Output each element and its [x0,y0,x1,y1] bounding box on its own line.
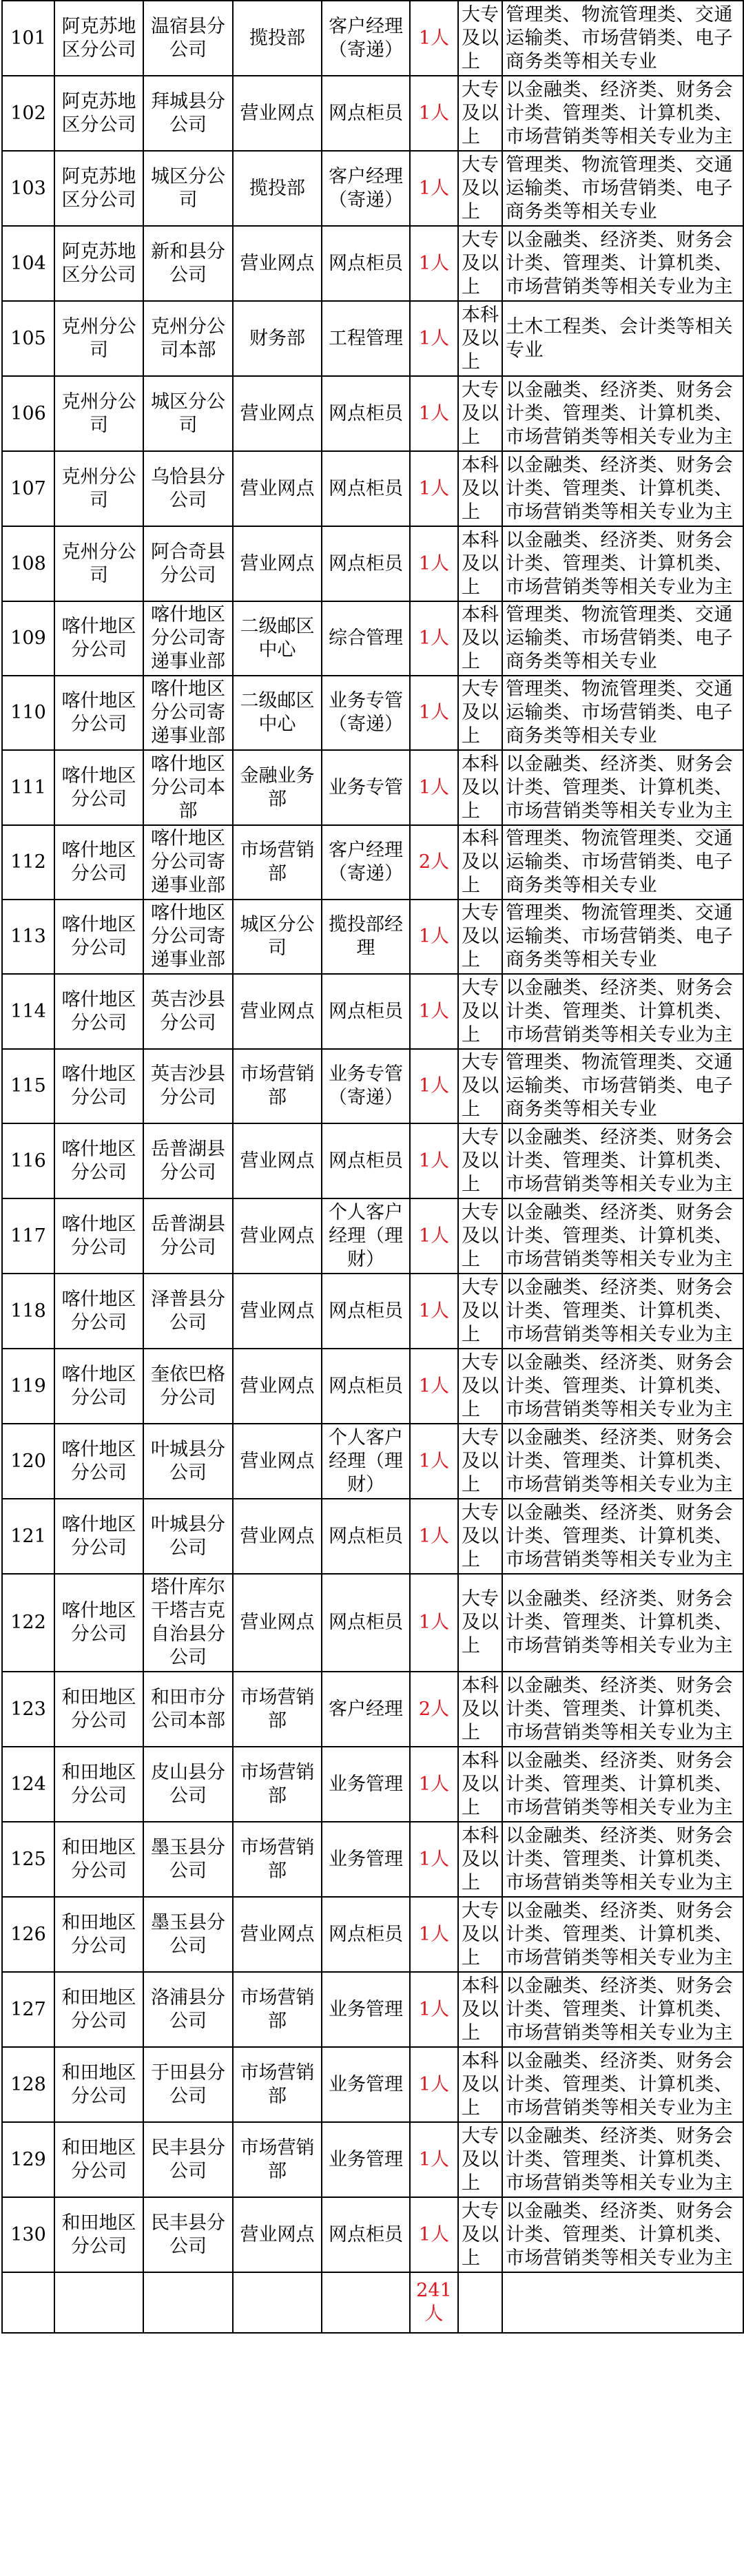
headcount-cell: 1人 [410,900,458,974]
department-cell: 营业网点 [233,1499,322,1574]
row-number: 125 [2,1822,54,1897]
row-number: 119 [2,1349,54,1424]
position-cell: 网点柜员 [322,1123,410,1198]
table-row [2,2197,743,2272]
education-cell: 大专及以上 [458,1897,502,1972]
major-cell: 以金融类、经济类、财务会计类、管理类、计算机类、市场营销类等相关专业为主 [502,1274,743,1349]
major-cell: 以金融类、经济类、财务会计类、管理类、计算机类、市场营销类等相关专业为主 [502,226,743,301]
table-row [2,1972,743,2047]
headcount-cell: 1人 [410,526,458,601]
education-cell: 大专及以上 [458,376,502,451]
county-cell: 喀什地区分公司寄递事业部 [143,601,233,676]
county-cell: 民丰县分公司 [143,2197,233,2272]
position-cell: 工程管理 [322,301,410,376]
department-cell: 揽投部 [233,1,322,76]
headcount-cell: 1人 [410,676,458,750]
position-cell: 网点柜员 [322,1897,410,1972]
major-cell: 管理类、物流管理类、交通运输类、市场营销类、电子商务类等相关专业 [502,900,743,974]
headcount-cell: 1人 [410,1972,458,2047]
education-cell: 大专及以上 [458,1,502,76]
department-cell: 二级邮区中心 [233,601,322,676]
region-cell: 喀什地区分公司 [54,1049,143,1123]
department-cell: 营业网点 [233,76,322,151]
row-number: 126 [2,1897,54,1972]
row-number: 108 [2,526,54,601]
row-number: 124 [2,1747,54,1822]
major-cell: 以金融类、经济类、财务会计类、管理类、计算机类、市场营销类等相关专业为主 [502,1972,743,2047]
row-number: 123 [2,1672,54,1747]
major-cell: 以金融类、经济类、财务会计类、管理类、计算机类、市场营销类等相关专业为主 [502,376,743,451]
education-cell: 大专及以上 [458,1574,502,1672]
position-cell: 客户经理（寄递） [322,825,410,900]
row-number: 101 [2,1,54,76]
major-cell: 以金融类、经济类、财务会计类、管理类、计算机类、市场营销类等相关专业为主 [502,1897,743,1972]
empty-cell [502,2272,743,2333]
position-cell: 业务管理 [322,1747,410,1822]
table-row [2,226,743,301]
county-cell: 民丰县分公司 [143,2122,233,2197]
major-cell: 管理类、物流管理类、交通运输类、市场营销类、电子商务类等相关专业 [502,601,743,676]
table-row [2,301,743,376]
region-cell: 和田地区分公司 [54,1897,143,1972]
department-cell: 营业网点 [233,1574,322,1672]
department-cell: 营业网点 [233,2197,322,2272]
headcount-cell: 1人 [410,1123,458,1198]
table-row [2,900,743,974]
county-cell: 于田县分公司 [143,2047,233,2122]
headcount-cell: 1人 [410,1574,458,1672]
department-cell: 营业网点 [233,451,322,526]
row-number: 114 [2,974,54,1049]
education-cell: 大专及以上 [458,1049,502,1123]
table-row [2,601,743,676]
region-cell: 和田地区分公司 [54,2197,143,2272]
major-cell: 以金融类、经济类、财务会计类、管理类、计算机类、市场营销类等相关专业为主 [502,1499,743,1574]
region-cell: 喀什地区分公司 [54,601,143,676]
education-cell: 本科及以上 [458,1972,502,2047]
region-cell: 和田地区分公司 [54,1672,143,1747]
major-cell: 以金融类、经济类、财务会计类、管理类、计算机类、市场营销类等相关专业为主 [502,2047,743,2122]
county-cell: 喀什地区分公司寄递事业部 [143,676,233,750]
department-cell: 营业网点 [233,974,322,1049]
position-cell: 业务专管（寄递） [322,1049,410,1123]
education-cell: 大专及以上 [458,226,502,301]
position-cell: 网点柜员 [322,1274,410,1349]
row-number: 107 [2,451,54,526]
region-cell: 喀什地区分公司 [54,1123,143,1198]
education-cell: 本科及以上 [458,750,502,825]
department-cell: 市场营销部 [233,1822,322,1897]
position-cell: 业务专管（寄递） [322,676,410,750]
headcount-cell: 1人 [410,301,458,376]
education-cell: 大专及以上 [458,1499,502,1574]
position-cell: 网点柜员 [322,76,410,151]
table-row [2,1049,743,1123]
position-cell: 综合管理 [322,601,410,676]
headcount-cell: 1人 [410,1049,458,1123]
table-row [2,2122,743,2197]
major-cell: 管理类、物流管理类、交通运输类、市场营销类、电子商务类等相关专业 [502,151,743,226]
row-number: 104 [2,226,54,301]
headcount-cell: 1人 [410,1274,458,1349]
table-row [2,1123,743,1198]
table-row [2,76,743,151]
table-row [2,1574,743,1672]
county-cell: 英吉沙县分公司 [143,1049,233,1123]
county-cell: 皮山县分公司 [143,1747,233,1822]
row-number: 127 [2,1972,54,2047]
headcount-cell: 1人 [410,1198,458,1274]
major-cell: 以金融类、经济类、财务会计类、管理类、计算机类、市场营销类等相关专业为主 [502,1574,743,1672]
major-cell: 以金融类、经济类、财务会计类、管理类、计算机类、市场营销类等相关专业为主 [502,451,743,526]
county-cell: 阿合奇县分公司 [143,526,233,601]
county-cell: 墨玉县分公司 [143,1822,233,1897]
region-cell: 和田地区分公司 [54,2122,143,2197]
education-cell: 本科及以上 [458,451,502,526]
county-cell: 墨玉县分公司 [143,1897,233,1972]
department-cell: 金融业务部 [233,750,322,825]
table-row [2,1349,743,1424]
county-cell: 奎依巴格分公司 [143,1349,233,1424]
major-cell: 以金融类、经济类、财务会计类、管理类、计算机类、市场营销类等相关专业为主 [502,1822,743,1897]
county-cell: 乌恰县分公司 [143,451,233,526]
region-cell: 喀什地区分公司 [54,825,143,900]
major-cell: 以金融类、经济类、财务会计类、管理类、计算机类、市场营销类等相关专业为主 [502,1424,743,1499]
table-row [2,376,743,451]
headcount-cell: 1人 [410,1822,458,1897]
county-cell: 岳普湖县分公司 [143,1198,233,1274]
department-cell: 营业网点 [233,1274,322,1349]
county-cell: 英吉沙县分公司 [143,974,233,1049]
region-cell: 阿克苏地区分公司 [54,1,143,76]
row-number: 102 [2,76,54,151]
row-number: 113 [2,900,54,974]
county-cell: 拜城县分公司 [143,76,233,151]
headcount-cell: 1人 [410,601,458,676]
table-row [2,2047,743,2122]
empty-cell [233,2272,322,2333]
position-cell: 业务专管 [322,750,410,825]
major-cell: 以金融类、经济类、财务会计类、管理类、计算机类、市场营销类等相关专业为主 [502,2197,743,2272]
table-row [2,1499,743,1574]
region-cell: 喀什地区分公司 [54,1424,143,1499]
education-cell: 本科及以上 [458,301,502,376]
education-cell: 大专及以上 [458,1274,502,1349]
region-cell: 克州分公司 [54,526,143,601]
department-cell: 市场营销部 [233,1672,322,1747]
table-row [2,1747,743,1822]
headcount-cell: 1人 [410,376,458,451]
county-cell: 新和县分公司 [143,226,233,301]
table-row [2,1672,743,1747]
department-cell: 市场营销部 [233,1049,322,1123]
position-cell: 客户经理（寄递） [322,1,410,76]
region-cell: 喀什地区分公司 [54,1499,143,1574]
major-cell: 管理类、物流管理类、交通运输类、市场营销类、电子商务类等相关专业 [502,825,743,900]
row-number: 128 [2,2047,54,2122]
total-row [2,2272,743,2333]
headcount-cell: 2人 [410,825,458,900]
major-cell: 以金融类、经济类、财务会计类、管理类、计算机类、市场营销类等相关专业为主 [502,1349,743,1424]
education-cell: 本科及以上 [458,2047,502,2122]
department-cell: 营业网点 [233,1897,322,1972]
department-cell: 营业网点 [233,1123,322,1198]
education-cell: 大专及以上 [458,1123,502,1198]
county-cell: 和田市分公司本部 [143,1672,233,1747]
headcount-cell: 1人 [410,1,458,76]
table-row [2,1274,743,1349]
major-cell: 以金融类、经济类、财务会计类、管理类、计算机类、市场营销类等相关专业为主 [502,974,743,1049]
position-cell: 网点柜员 [322,974,410,1049]
total-headcount: 241人 [410,2272,458,2333]
position-cell: 网点柜员 [322,451,410,526]
position-cell: 网点柜员 [322,226,410,301]
headcount-cell: 1人 [410,2047,458,2122]
county-cell: 克州分公司本部 [143,301,233,376]
row-number: 121 [2,1499,54,1574]
county-cell: 喀什地区分公司寄递事业部 [143,825,233,900]
county-cell: 塔什库尔干塔吉克自治县分公司 [143,1574,233,1672]
headcount-cell: 2人 [410,1672,458,1747]
department-cell: 市场营销部 [233,1972,322,2047]
major-cell: 管理类、物流管理类、交通运输类、市场营销类、电子商务类等相关专业 [502,676,743,750]
table-body [2,1,743,2333]
major-cell: 以金融类、经济类、财务会计类、管理类、计算机类、市场营销类等相关专业为主 [502,1747,743,1822]
education-cell: 大专及以上 [458,151,502,226]
recruitment-table [1,0,744,2334]
major-cell: 土木工程类、会计类等相关专业 [502,301,743,376]
department-cell: 二级邮区中心 [233,676,322,750]
position-cell: 揽投部经理 [322,900,410,974]
department-cell: 营业网点 [233,376,322,451]
headcount-cell: 1人 [410,451,458,526]
region-cell: 喀什地区分公司 [54,1574,143,1672]
row-number: 111 [2,750,54,825]
education-cell: 本科及以上 [458,1672,502,1747]
region-cell: 克州分公司 [54,451,143,526]
row-number: 118 [2,1274,54,1349]
table-row [2,750,743,825]
county-cell: 叶城县分公司 [143,1424,233,1499]
empty-cell [54,2272,143,2333]
major-cell: 以金融类、经济类、财务会计类、管理类、计算机类、市场营销类等相关专业为主 [502,76,743,151]
education-cell: 大专及以上 [458,676,502,750]
major-cell: 管理类、物流管理类、交通运输类、市场营销类、电子商务类等相关专业 [502,1,743,76]
table-row [2,676,743,750]
empty-cell [143,2272,233,2333]
department-cell: 营业网点 [233,1349,322,1424]
headcount-cell: 1人 [410,151,458,226]
department-cell: 市场营销部 [233,2122,322,2197]
position-cell: 业务管理 [322,2122,410,2197]
empty-cell [322,2272,410,2333]
education-cell: 本科及以上 [458,1822,502,1897]
table-row [2,1198,743,1274]
education-cell: 大专及以上 [458,2122,502,2197]
county-cell: 洛浦县分公司 [143,1972,233,2047]
table-row [2,151,743,226]
headcount-cell: 1人 [410,1499,458,1574]
region-cell: 喀什地区分公司 [54,974,143,1049]
county-cell: 岳普湖县分公司 [143,1123,233,1198]
position-cell: 客户经理（寄递） [322,151,410,226]
position-cell: 业务管理 [322,1972,410,2047]
department-cell: 城区分公司 [233,900,322,974]
education-cell: 大专及以上 [458,76,502,151]
department-cell: 营业网点 [233,526,322,601]
region-cell: 克州分公司 [54,376,143,451]
row-number: 103 [2,151,54,226]
row-number: 120 [2,1424,54,1499]
position-cell: 个人客户经理（理财） [322,1424,410,1499]
department-cell: 财务部 [233,301,322,376]
position-cell: 网点柜员 [322,1574,410,1672]
region-cell: 喀什地区分公司 [54,676,143,750]
county-cell: 喀什地区分公司本部 [143,750,233,825]
county-cell: 城区分公司 [143,376,233,451]
headcount-cell: 1人 [410,2122,458,2197]
position-cell: 网点柜员 [322,1349,410,1424]
education-cell: 本科及以上 [458,1747,502,1822]
department-cell: 营业网点 [233,226,322,301]
row-number: 112 [2,825,54,900]
row-number: 122 [2,1574,54,1672]
headcount-cell: 1人 [410,974,458,1049]
table-row [2,526,743,601]
empty-cell [2,2272,54,2333]
education-cell: 本科及以上 [458,825,502,900]
region-cell: 和田地区分公司 [54,1747,143,1822]
row-number: 130 [2,2197,54,2272]
major-cell: 以金融类、经济类、财务会计类、管理类、计算机类、市场营销类等相关专业为主 [502,750,743,825]
department-cell: 市场营销部 [233,1747,322,1822]
row-number: 117 [2,1198,54,1274]
headcount-cell: 1人 [410,76,458,151]
position-cell: 业务管理 [322,1822,410,1897]
major-cell: 以金融类、经济类、财务会计类、管理类、计算机类、市场营销类等相关专业为主 [502,1123,743,1198]
headcount-cell: 1人 [410,1897,458,1972]
major-cell: 以金融类、经济类、财务会计类、管理类、计算机类、市场营销类等相关专业为主 [502,526,743,601]
row-number: 110 [2,676,54,750]
department-cell: 营业网点 [233,1424,322,1499]
region-cell: 喀什地区分公司 [54,1349,143,1424]
region-cell: 喀什地区分公司 [54,1198,143,1274]
major-cell: 管理类、物流管理类、交通运输类、市场营销类、电子商务类等相关专业 [502,1049,743,1123]
region-cell: 阿克苏地区分公司 [54,151,143,226]
row-number: 106 [2,376,54,451]
education-cell: 大专及以上 [458,1349,502,1424]
department-cell: 市场营销部 [233,2047,322,2122]
empty-cell [458,2272,502,2333]
region-cell: 喀什地区分公司 [54,750,143,825]
row-number: 129 [2,2122,54,2197]
headcount-cell: 1人 [410,750,458,825]
education-cell: 大专及以上 [458,1424,502,1499]
county-cell: 叶城县分公司 [143,1499,233,1574]
table-row [2,1897,743,1972]
region-cell: 和田地区分公司 [54,1972,143,2047]
position-cell: 客户经理 [322,1672,410,1747]
headcount-cell: 1人 [410,226,458,301]
region-cell: 和田地区分公司 [54,1822,143,1897]
headcount-cell: 1人 [410,1747,458,1822]
row-number: 115 [2,1049,54,1123]
region-cell: 喀什地区分公司 [54,1274,143,1349]
row-number: 116 [2,1123,54,1198]
department-cell: 市场营销部 [233,825,322,900]
position-cell: 网点柜员 [322,1499,410,1574]
region-cell: 阿克苏地区分公司 [54,226,143,301]
education-cell: 本科及以上 [458,526,502,601]
education-cell: 大专及以上 [458,974,502,1049]
table-row [2,1822,743,1897]
table-row [2,825,743,900]
department-cell: 揽投部 [233,151,322,226]
major-cell: 以金融类、经济类、财务会计类、管理类、计算机类、市场营销类等相关专业为主 [502,1672,743,1747]
county-cell: 泽普县分公司 [143,1274,233,1349]
position-cell: 业务管理 [322,2047,410,2122]
education-cell: 大专及以上 [458,1198,502,1274]
county-cell: 城区分公司 [143,151,233,226]
position-cell: 网点柜员 [322,2197,410,2272]
county-cell: 温宿县分公司 [143,1,233,76]
headcount-cell: 1人 [410,2197,458,2272]
major-cell: 以金融类、经济类、财务会计类、管理类、计算机类、市场营销类等相关专业为主 [502,2122,743,2197]
region-cell: 阿克苏地区分公司 [54,76,143,151]
county-cell: 喀什地区分公司寄递事业部 [143,900,233,974]
position-cell: 个人客户经理（理财） [322,1198,410,1274]
table-row [2,1,743,76]
headcount-cell: 1人 [410,1424,458,1499]
row-number: 105 [2,301,54,376]
region-cell: 和田地区分公司 [54,2047,143,2122]
table-row [2,451,743,526]
headcount-cell: 1人 [410,1349,458,1424]
major-cell: 以金融类、经济类、财务会计类、管理类、计算机类、市场营销类等相关专业为主 [502,1198,743,1274]
region-cell: 喀什地区分公司 [54,900,143,974]
row-number: 109 [2,601,54,676]
education-cell: 本科及以上 [458,601,502,676]
table-row [2,974,743,1049]
education-cell: 大专及以上 [458,900,502,974]
department-cell: 营业网点 [233,1198,322,1274]
position-cell: 网点柜员 [322,526,410,601]
region-cell: 克州分公司 [54,301,143,376]
position-cell: 网点柜员 [322,376,410,451]
table-row [2,1424,743,1499]
education-cell: 大专及以上 [458,2197,502,2272]
